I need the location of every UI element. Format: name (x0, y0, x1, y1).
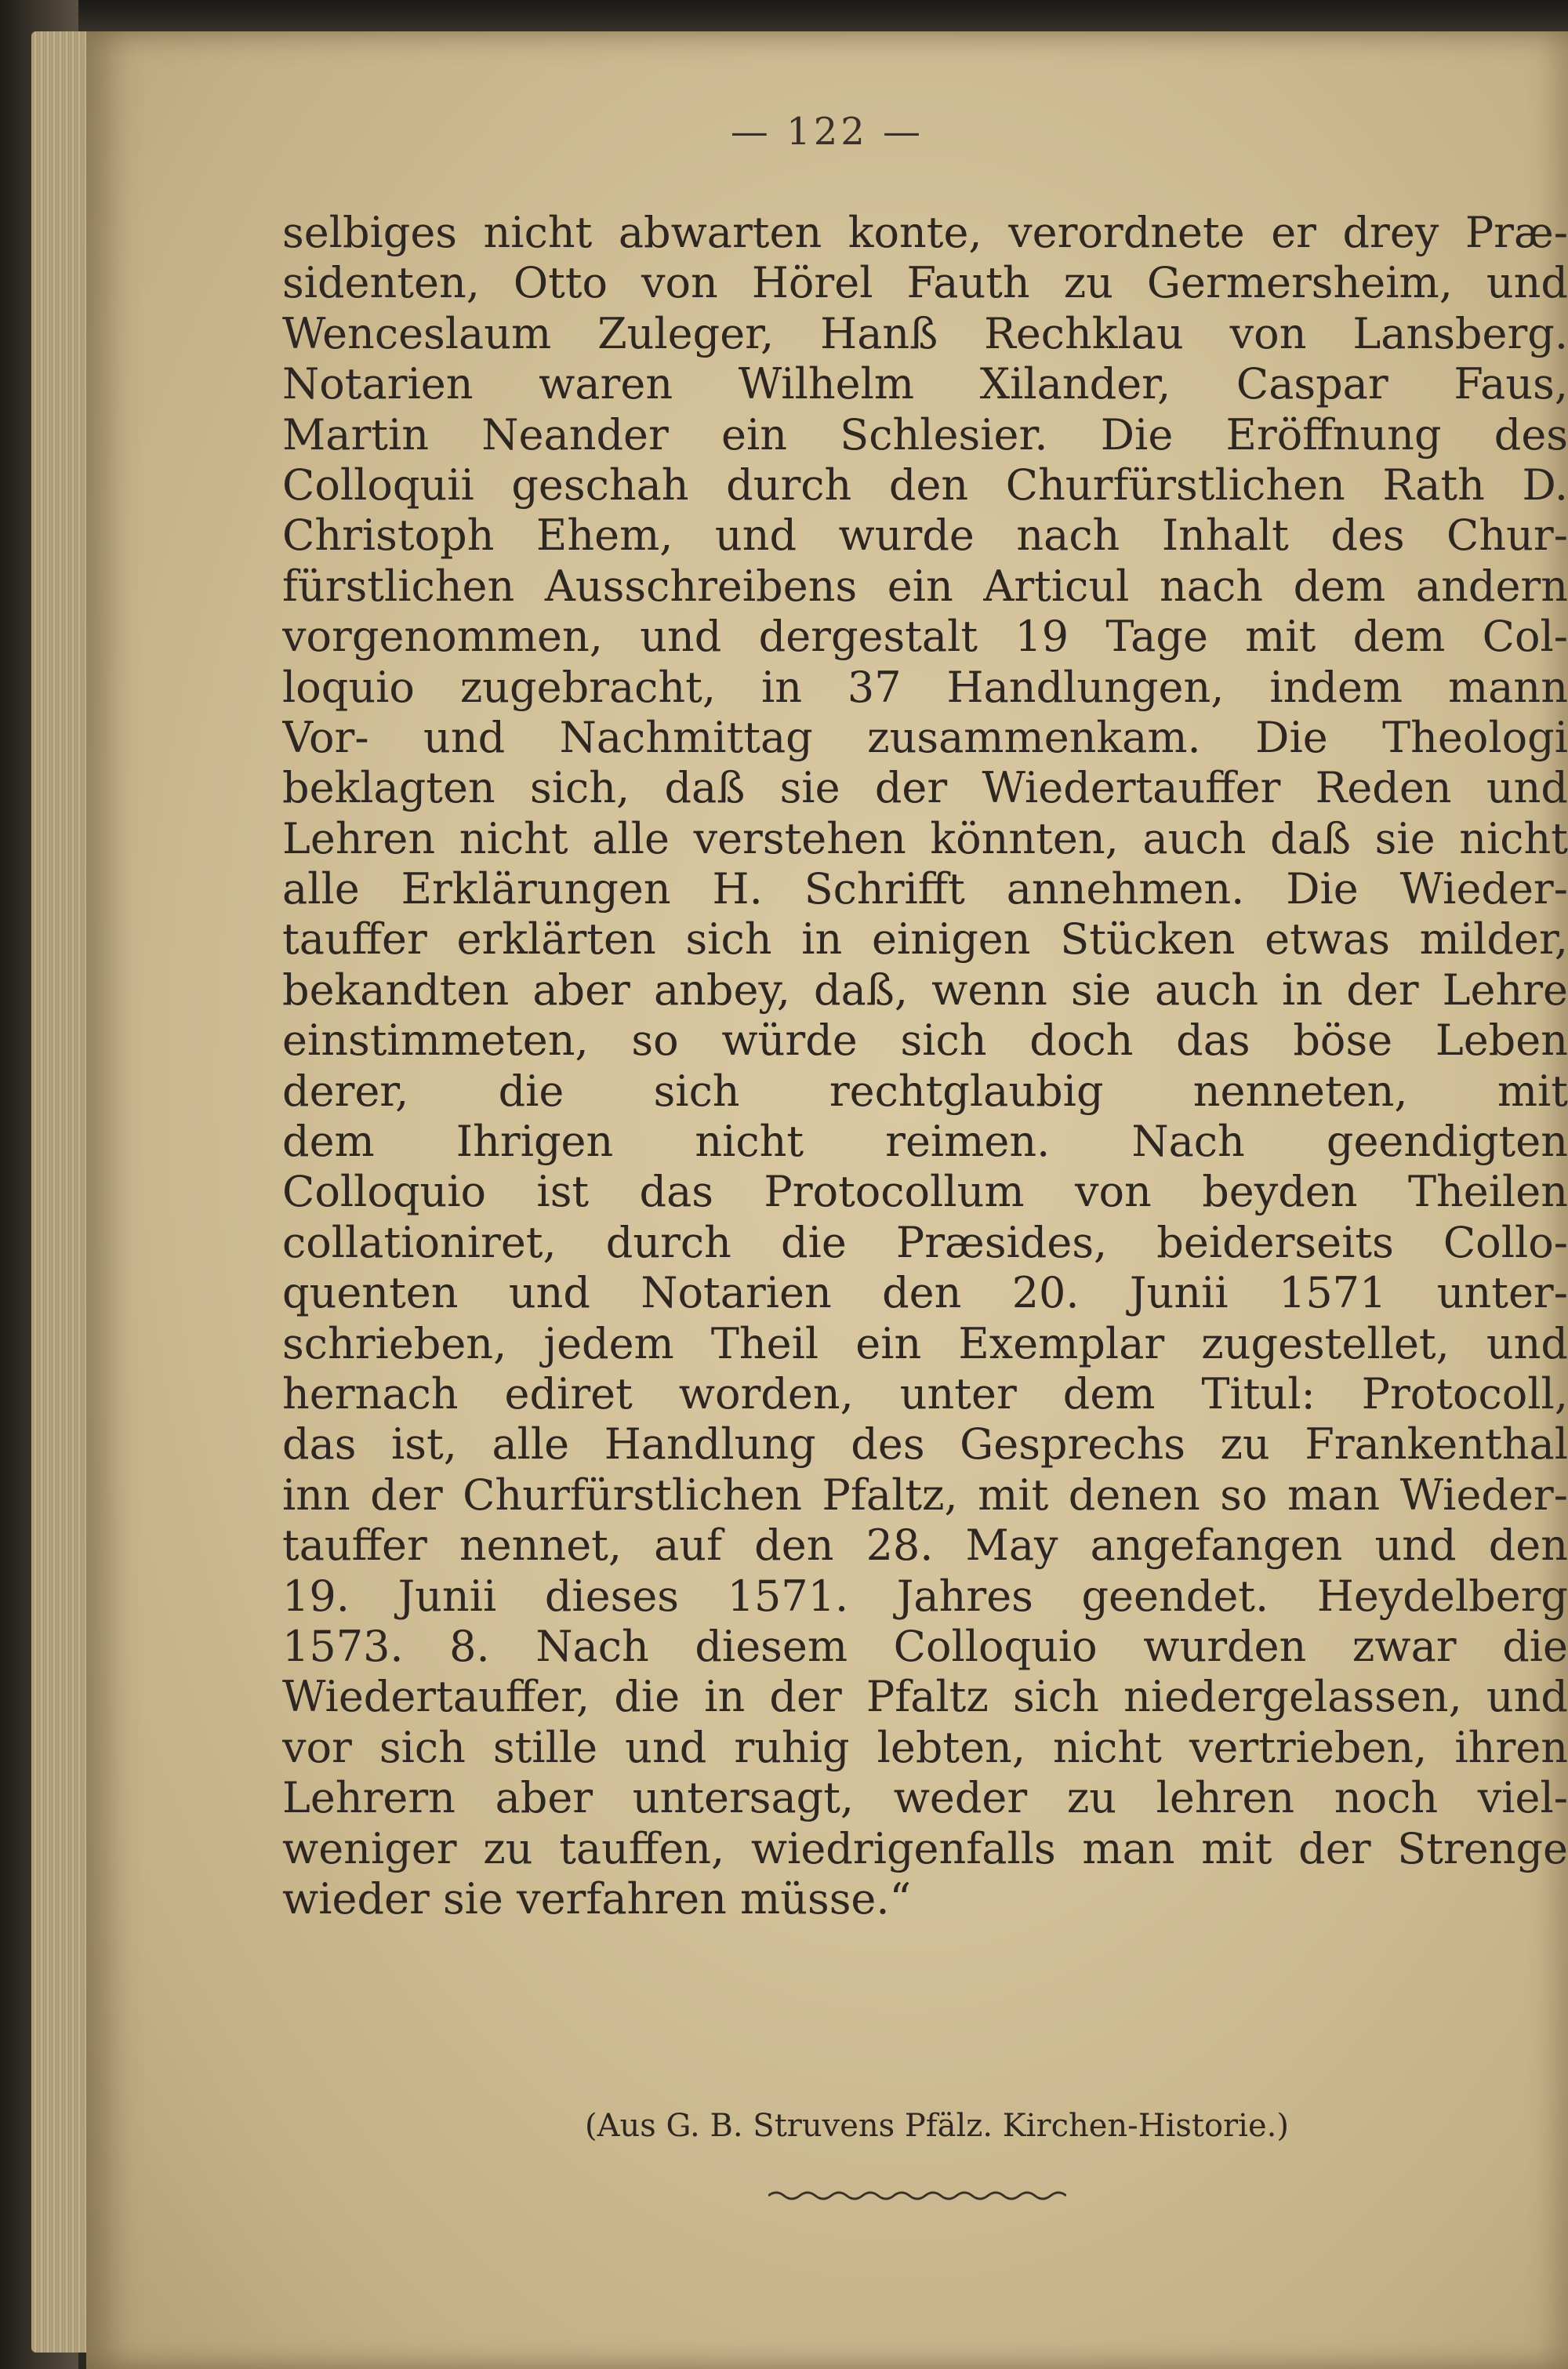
text-line: Wiedertauffer, die in der Pfaltz sich niedergelassen, und (282, 1672, 1568, 1722)
text-line: quenten und Notarien den 20. Junii 1571 unter- (282, 1268, 1568, 1318)
text-line: Notarien waren Wilhelm Xilander, Caspar Faus, (282, 359, 1568, 409)
text-line: fürstlichen Ausschreibens ein Articul nach dem andern (282, 561, 1568, 611)
text-line: vor sich stille und ruhig lebten, nicht vertrieben, ihren (282, 1722, 1568, 1772)
text-line: Colloquii geschah durch den Churfürstlichen Rath D. (282, 460, 1568, 510)
text-line: wieder sie verfahren müsse.“ (282, 1873, 912, 1924)
text-line: alle Erklärungen H. Schrifft annehmen. Die Wieder- (282, 864, 1568, 914)
text-line: derer, die sich rechtglaubig nenneten, mit (282, 1066, 1568, 1116)
binding-top-edge (0, 0, 1568, 31)
text-line: bekandten aber anbey, daß, wenn sie auch in der Lehre (282, 965, 1568, 1015)
text-line: 1573. 8. Nach diesem Colloquio wurden zwar die (282, 1621, 1568, 1671)
text-line: 19. Junii dieses 1571. Jahres geendet. Heydelberg (282, 1571, 1568, 1621)
text-line: einstimmeten, so würde sich doch das böse Leben (282, 1016, 1568, 1066)
text-line: collationiret, durch die Præsides, beiderseits Collo- (282, 1217, 1568, 1267)
text-line: tauffer erklärten sich in einigen Stücken etwas milder, (282, 914, 1568, 965)
text-line: Lehrern aber untersagt, weder zu lehren noch viel- (282, 1773, 1568, 1823)
text-line: Lehren nicht alle verstehen könnten, auch daß sie nicht (282, 813, 1568, 863)
ornament-divider-icon (768, 2186, 1066, 2205)
text-line: schrieben, jedem Theil ein Exemplar zugestellet, und (282, 1318, 1568, 1368)
text-line: vorgenommen, und dergestalt 19 Tage mit dem Col- (282, 612, 1568, 662)
text-line: Colloquio ist das Protocollum von beyden Theilen (282, 1167, 1568, 1217)
text-line: loquio zugebracht, in 37 Handlungen, indem mann (282, 662, 1568, 712)
book-page (86, 31, 1568, 2369)
text-line: selbiges nicht abwarten konte, verordnete er drey Præ- (282, 208, 1568, 257)
text-line: Martin Neander ein Schlesier. Die Eröffnung des (282, 409, 1568, 460)
text-line: hernach ediret worden, unter dem Titul: Protocoll, (282, 1368, 1568, 1419)
body-text (282, 208, 1568, 1924)
source-citation: (Aus G. B. Struvens Pfälz. Kirchen-Historie.) (585, 2108, 1289, 2144)
text-line: weniger zu tauffen, wiedrigenfalls man mit der Strenge (282, 1823, 1568, 1873)
text-line: Christoph Ehem, und wurde nach Inhalt des Chur- (282, 510, 1568, 561)
text-line: inn der Churfürstlichen Pfaltz, mit denen so man Wieder- (282, 1470, 1568, 1520)
text-line: das ist, alle Handlung des Gesprechs zu Frankenthal (282, 1419, 1568, 1470)
text-line: sidenten, Otto von Hörel Fauth zu Germersheim, und (282, 258, 1568, 308)
text-line: dem Ihrigen nicht reimen. Nach geendigten (282, 1117, 1568, 1167)
page-number: — 122 — (730, 110, 924, 154)
text-line: Wenceslaum Zuleger, Hanß Rechklau von Lansberg. (282, 308, 1568, 358)
text-line: Vor- und Nachmittag zusammenkam. Die Theologi (282, 712, 1568, 762)
text-line: beklagten sich, daß sie der Wiedertauffer Reden und (282, 763, 1568, 813)
text-line: tauffer nennet, auf den 28. May angefangen und den (282, 1521, 1568, 1571)
